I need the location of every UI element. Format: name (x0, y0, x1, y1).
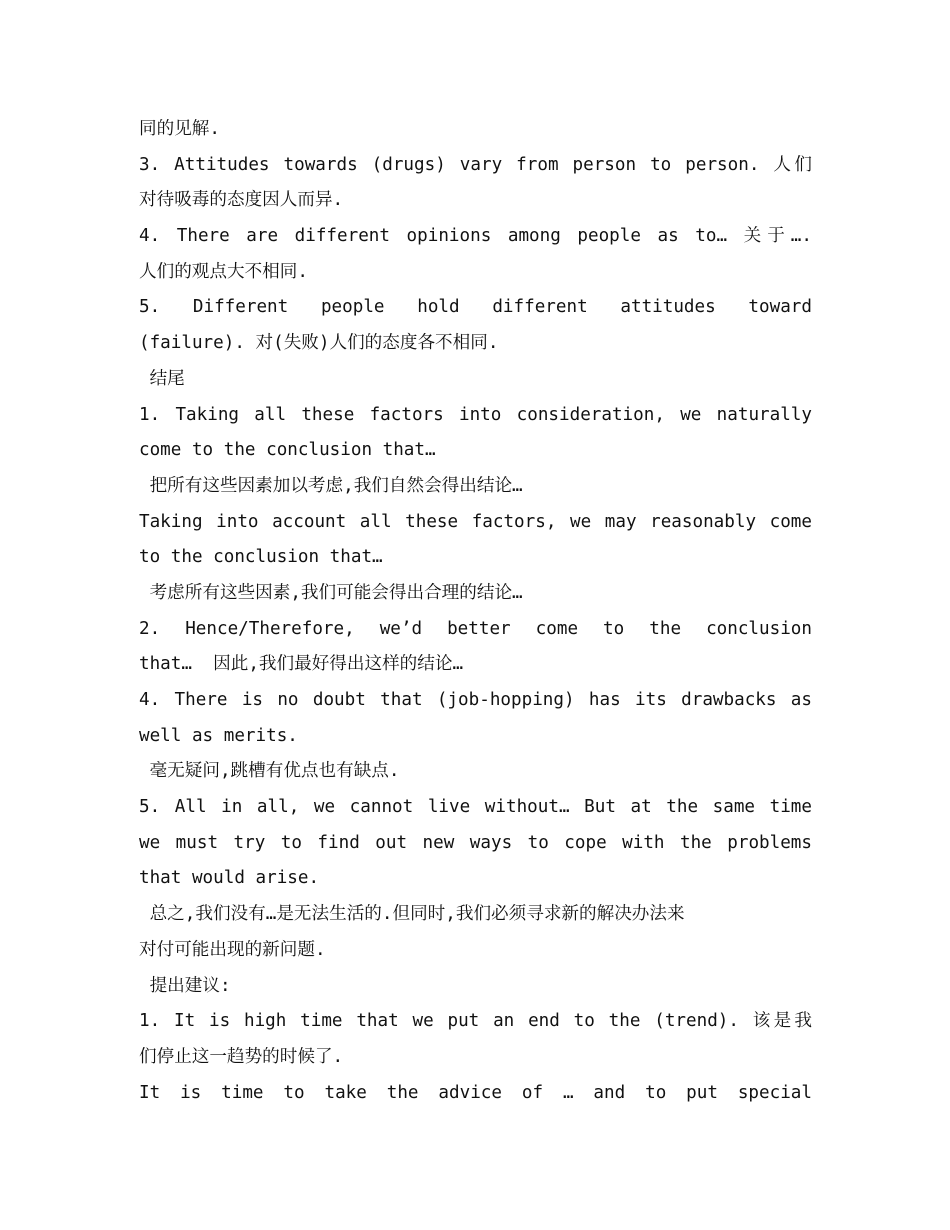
text-line-23: 总之,我们没有…是无法生活的.但同时,我们必须寻求新的解决办法来 (139, 904, 685, 925)
text-line-6: 5. Different people hold different attitudes toward (139, 297, 812, 318)
text-line-14: 考虑所有这些因素,我们可能会得出合理的结论… (139, 582, 523, 603)
text-line-3: 对待吸毒的态度因人而异. (139, 190, 344, 211)
text-line-4: 4. There are different opinions among people as to… 关于…. (139, 226, 812, 247)
text-line-26: 1. It is high time that we put an end to the (trend). 该是我 (139, 1011, 812, 1032)
text-line-16: that… 因此,我们最好得出这样的结论… (139, 654, 464, 675)
text-line-11: 把所有这些因素加以考虑,我们自然会得出结论… (139, 475, 523, 496)
text-line-27: 们停止这一趋势的时候了. (139, 1046, 344, 1067)
text-line-20: 5. All in all, we cannot live without… But at the same time (139, 797, 812, 818)
text-line-22: that would arise. (139, 868, 320, 889)
text-line-2: 3. Attitudes towards (drugs) vary from person to person. 人们 (139, 154, 812, 175)
text-line-24: 对付可能出现的新问题. (139, 939, 326, 960)
document-page (139, 112, 812, 1111)
text-line-5: 人们的观点大不相同. (139, 261, 308, 282)
section-heading-suggestions: 提出建议: (139, 975, 231, 996)
text-line-19: 毫无疑问,跳槽有优点也有缺点. (139, 761, 400, 782)
text-line-9: 1. Taking all these factors into consideration, we naturally (139, 404, 812, 425)
text-line-17: 4. There is no doubt that (job-hopping) has its drawbacks as (139, 690, 812, 710)
text-line-13: to the conclusion that… (139, 547, 383, 568)
text-line-15: 2. Hence/Therefore, we’d better come to the conclusion (139, 618, 812, 639)
text-line-12: Taking into account all these factors, we may reasonably come (139, 511, 812, 532)
text-line-21: we must try to find out new ways to cope with the problems (139, 832, 812, 853)
section-heading-conclusion: 结尾 (139, 368, 185, 389)
text-line-1: 同的见解. (139, 119, 220, 139)
text-line-28: It is time to take the advice of … and to put special (139, 1082, 812, 1103)
text-line-10: come to the conclusion that… (139, 440, 436, 461)
text-line-7: (failure). 对(失败)人们的态度各不相同. (139, 333, 499, 354)
text-line-18: well as merits. (139, 725, 298, 746)
